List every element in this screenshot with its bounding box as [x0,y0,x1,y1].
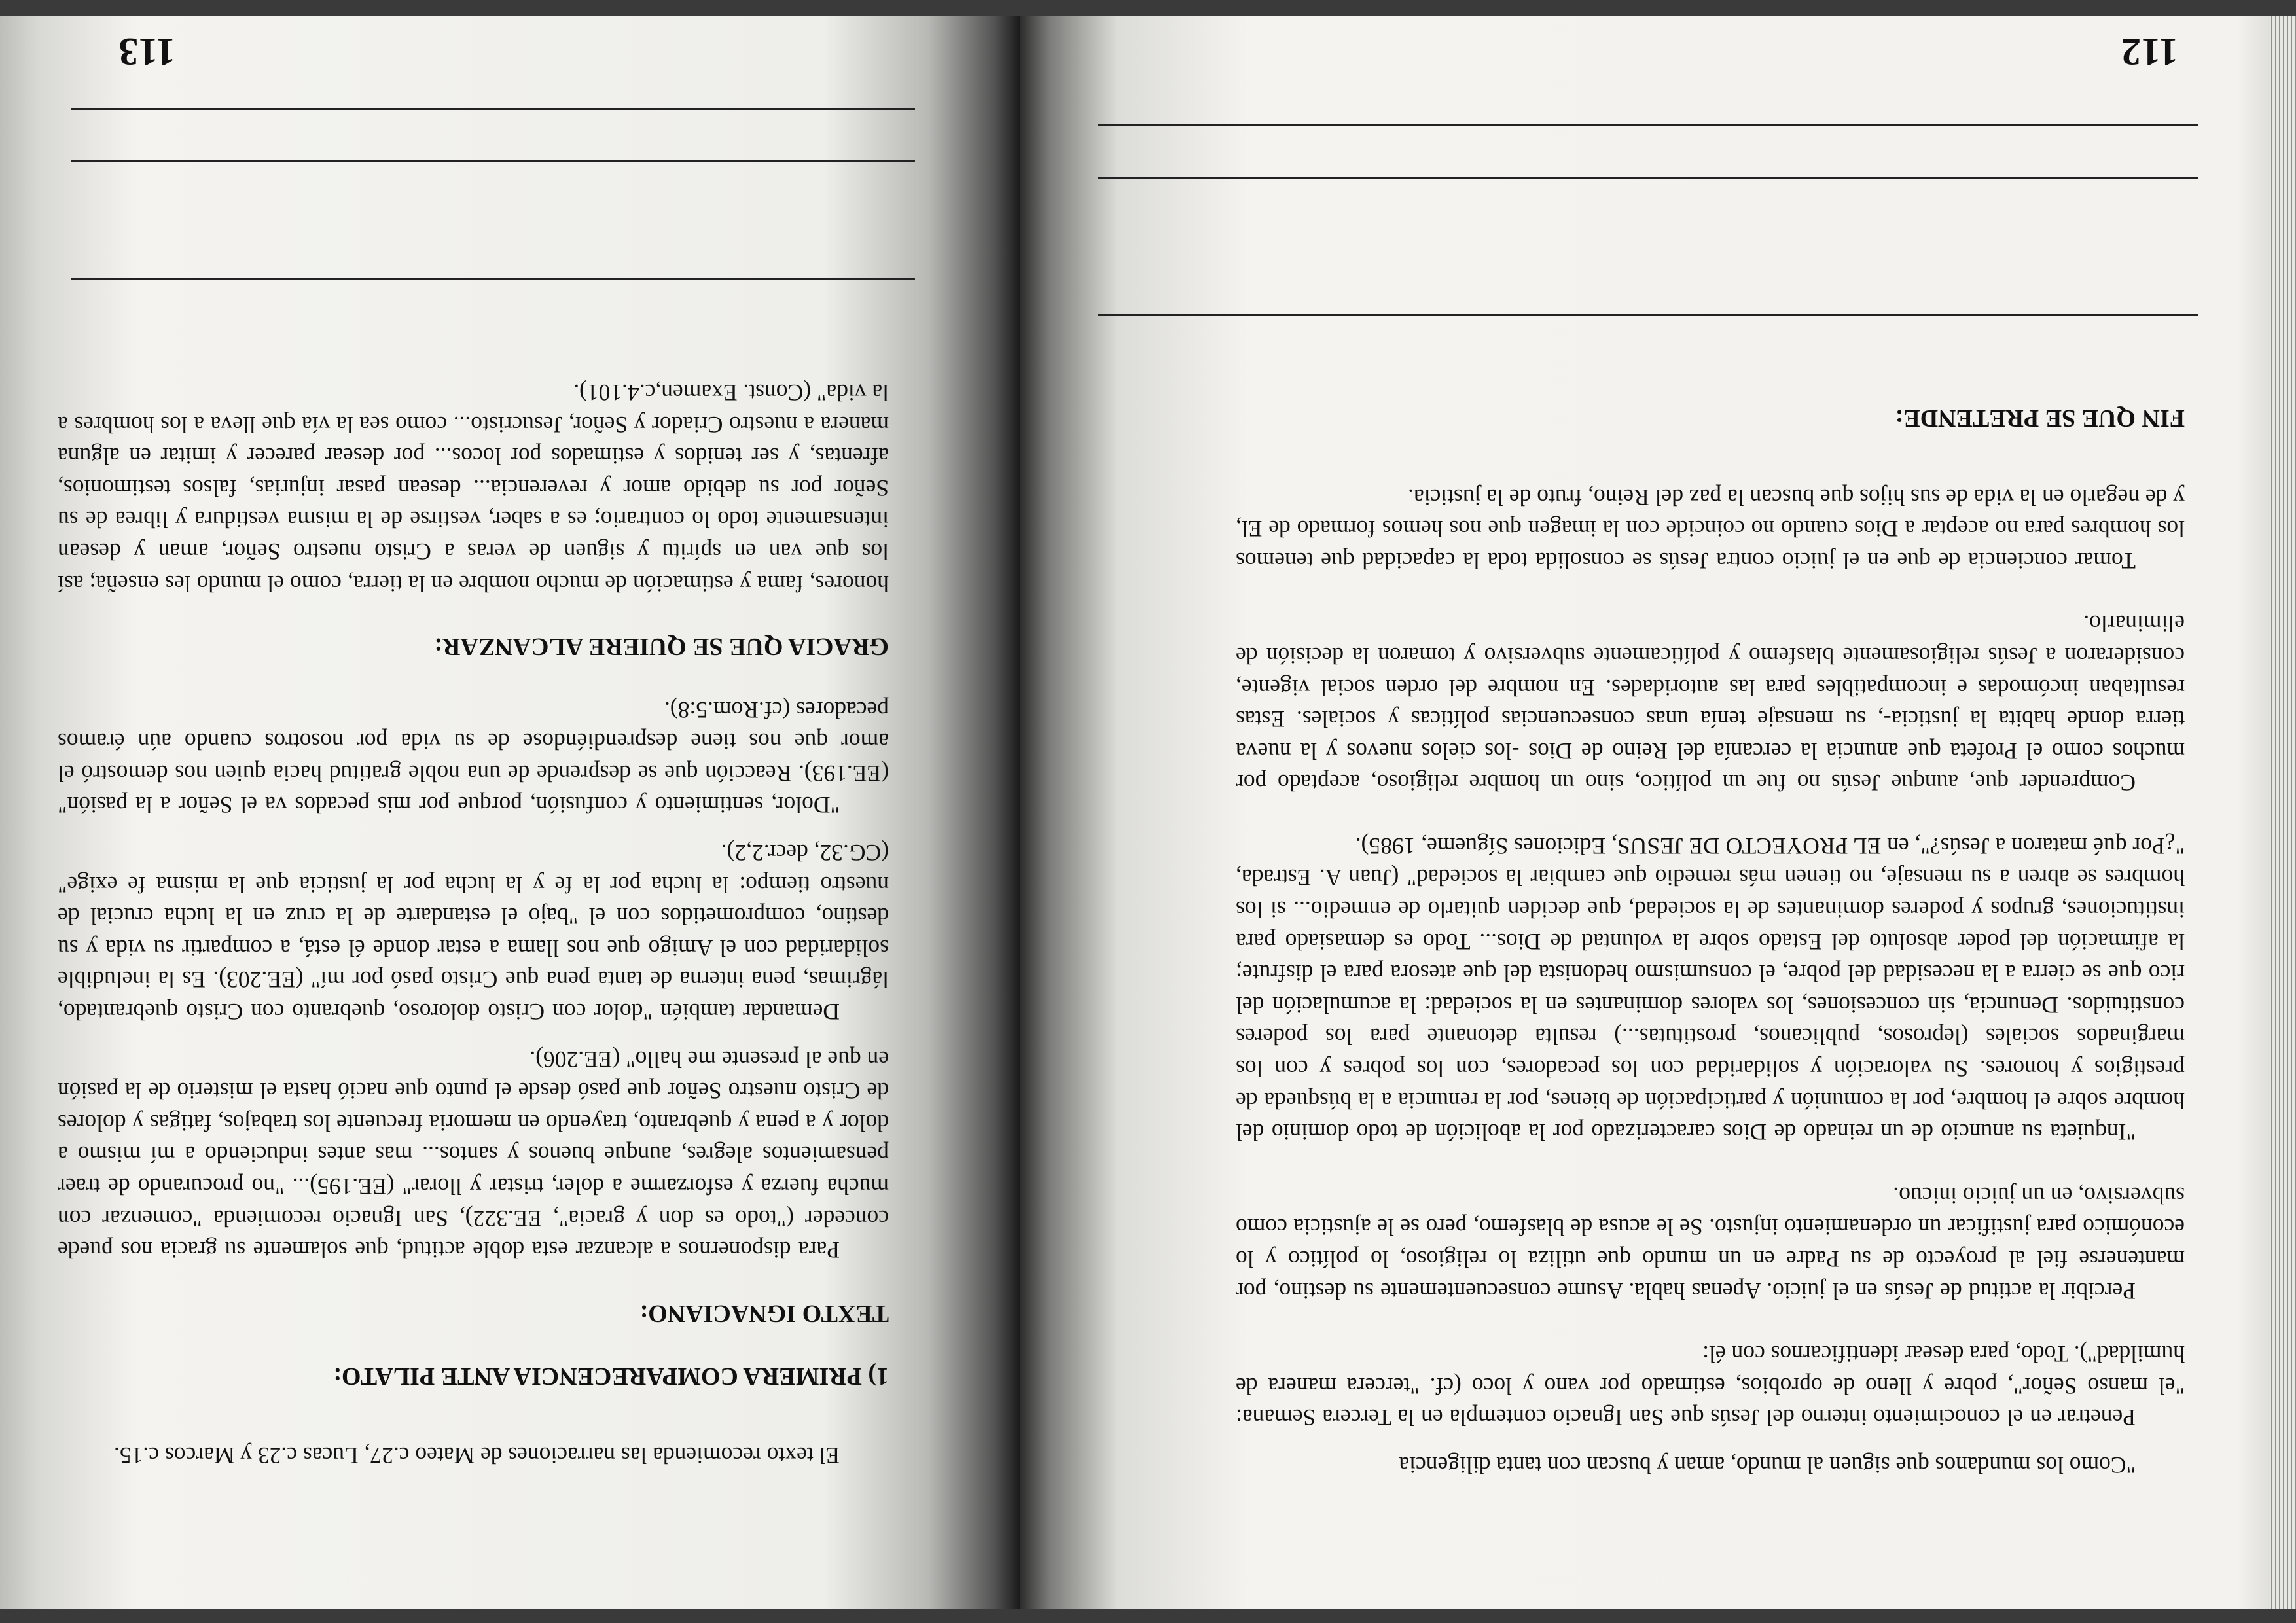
subsection-heading: 1) PRIMERA COMPARECENCIA ANTE PILATO: [333,1363,889,1391]
quotation: "Inquieta su anuncio de un reinado de Dios caracterizado por la abolición de todo dominio del hombre sobre el hombre, por la comunión y participación de bienes, por la renuncia a la búsqueda de prestigios y honores. Su valoración y solidaridad con los pecadores, con los pobres y con los marginados sociales (leprosos, publicanos, prostitutas...) resulta detonante para los poderes constituidos. Denuncia, sin concesiones, los valores dominantes en la sociedad: la acumulación del rico que se cierra a la necesidad del pobre, el consumismo hedonista del que atesora para el disfrute; la afirmación del poder absoluto del Estado sobre la voluntad de Dios... Todo es demasiado para instituciones, grupos y poderes dominantes de la sociedad, que deciden quitarlo de enmedio... si los hombres se abren a su mensaje, no tienen más remedio que cambiar la sociedad" (Juan A. Estrada, "¿Por qué mataron a Jesús?", en EL PROYECTO DE JESUS, Ediciones Sígueme, 1985). [1236,832,2185,1146]
paragraph: Penetrar en el conocimiento interno del Jesús que San Ignacio contempla en la Tercera Semana: "el manso Señor", pobre y lleno de oprobios, estimado por vano y loco (cf. "tercera manera de humildad"). Todo, para desear identificarnos con él: [1236,1341,2185,1431]
paragraph: El texto recomienda las narraciones de Mateo c.27, Lucas c.23 y Marcos c.15. [114,1442,840,1469]
paragraph: "Como los mundanos que siguen al mundo, aman y buscan con tanta diligencia [1399,1452,2136,1478]
page-112 [1020,16,2296,1609]
paragraph: Percibir la actitud de Jesús en el juicio. Apenas habla. Asume consecuentemente su destino, por mantenerse fiel al proyecto de su Padre en un mundo que utiliza lo religioso, lo político y lo económico para justificar un ordenamiento injusto. Se le acusa de blasfemo, pero se le ajusticia como subversivo, en un juicio inicuo. [1236,1182,2185,1304]
page-number-112: 112 [2121,30,2178,73]
page-113-body [58,376,889,1471]
header-rule-bottom [1098,177,2198,179]
paragraph: Comprender que, aunque Jesús no fue un político, sino un hombre religioso, aceptado por muchos como el Profeta que anuncia la cercanía del Reino de Dios -los cielos nuevos y la nueva tierra donde habita la justicia-, su mensaje tenía unas consecuencias políticas y sociales. Estas resultaban incómodas e incompatibles para las autoridades. En nombre del orden social vigente, consideraron a Jesús religiosamente blasfemo y políticamente subversivo y tomaron la decisión de eliminarlo. [1236,611,2185,796]
paragraph: honores, fama y estimación de mucho nombre en la tierra, como el mundo les enseña; así los que van en spíritu y siguen de veras a Cristo nuestro Señor, aman y desean intensamente todo lo contrario; es a saber, vestirse de la misma vestidura y librea de su Señor por su debido amor y reverencia... desean pasar injurias, falsos testimonios, afrentas, y ser tenidos y estimados por locos... por desear parecer y imitar en alguna manera a nuestro Criador y Señor, Jesucristo... como sea la vía que lleva a los hombres a la vida" (Const. Examen,c.4.101). [58,379,889,597]
paragraph: Para disponernos a alcanzar esta doble actitud, que solamente su gracia nos puede conceder ("todo es don y gracia", EE.322), San Ignacio recomienda "comenzar con mucha fuerza y esforzarme a doler, tristar y llorar" (EE.195)... "no procurando de traer pensamientos alegres, aunque buenos y santos... mas antes induciendo a mí mismo a dolor y a pena y quebranto, trayendo en memoria frecuente los trabajos, fatigas y dolores de Cristo nuestro Señor que pasó desde el punto que nació hasta el misterio de la pasión en que al presente me hallo" (EE.206). [58,1046,889,1264]
paragraph: Demandar también "dolor con Cristo doloroso, quebranto con Cristo quebrantado, lágrimas, pena interna de tanta pena que Cristo pasó por mí" (EE.203). Es la ineludible solidaridad con el Amigo que nos llama a estar donde él está, a compartir su vida y su destino, comprometidos con el "bajo el estandarte de la cruz en la lucha crucial de nuestro tiempo: la lucha por la fe y la lucha por la justicia que la misma fe exige" (CG.32, decr.2,2). [58,840,889,1026]
section-rule [71,278,915,280]
header-rule-top [71,108,915,110]
page-edge [2270,16,2296,1609]
page-112-body [1236,402,2185,1481]
page-number-113: 113 [118,30,175,73]
header-rule-top [1098,124,2198,126]
quotation: "Dolor, sentimiento y confusión, porque por mis pecados va el Señor a la pasión" (EE.193). Reacción que se desprende de una noble gratitud hacia quien nos demostró el amor que nos tiene desprendiéndose de su vida por nosotros cuando aún éramos pecadores (cf.Rom.5:8). [58,696,889,819]
section-rule [1098,314,2198,316]
paragraph: Tomar conciencia de que en el juicio contra Jesús se consolida toda la capacidad que tenemos los hombres para no aceptar a Dios cuando no coincide con la imagen que nos hemos formado de El, y de negarlo en la vida de sus hijos que buscan la paz del Reino, fruto de la justicia. [1236,484,2185,574]
section-heading: FIN QUE SE PRETENDE: [1895,404,2185,432]
header-rule-bottom [71,160,915,162]
section-heading: GRACIA QUE SE QUIERE ALCANZAR: [434,633,889,661]
section-heading: TEXTO IGNACIANO: [639,1299,889,1327]
page-113 [0,16,1020,1609]
